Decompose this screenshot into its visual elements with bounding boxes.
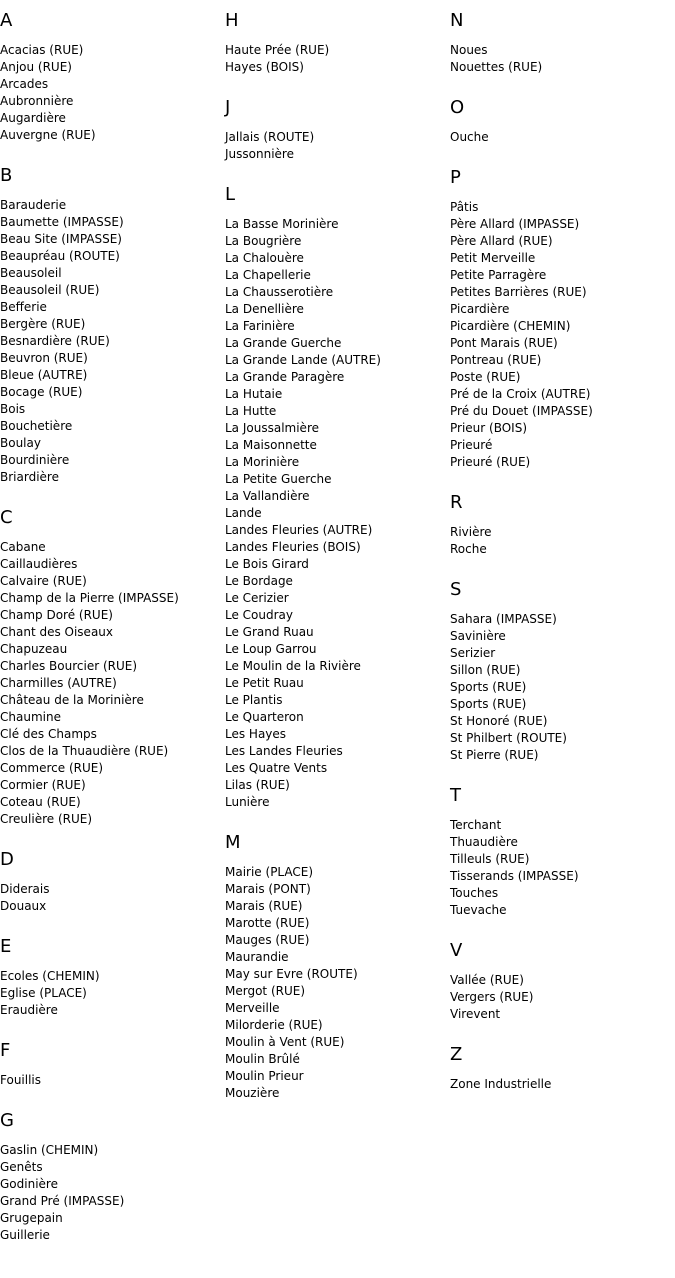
street-name: Champ de la Pierre (IMPASSE) bbox=[0, 591, 179, 605]
street-list bbox=[225, 42, 450, 76]
street-name: Clos de la Thuaudière (RUE) bbox=[0, 744, 169, 758]
street-list bbox=[450, 42, 675, 76]
street-name: Noues bbox=[450, 43, 488, 57]
street-name: Moulin Prieur bbox=[225, 1069, 304, 1083]
street-name: Clé des Champs bbox=[0, 727, 97, 741]
street-name: La Basse Morinière bbox=[225, 217, 339, 231]
street-list bbox=[0, 1142, 225, 1244]
street-name: Nouettes (RUE) bbox=[450, 60, 543, 74]
street-name: Barauderie bbox=[0, 198, 67, 212]
street-name: Landes Fleuries (BOIS) bbox=[225, 540, 361, 554]
street-name: Chapuzeau bbox=[0, 642, 68, 656]
section-letter-heading: T bbox=[450, 785, 461, 806]
street-name: Briardière bbox=[0, 470, 59, 484]
street-name: Beausoleil bbox=[0, 266, 62, 280]
street-name: Pré de la Croix (AUTRE) bbox=[450, 387, 591, 401]
section-letter-heading: A bbox=[0, 10, 13, 31]
street-name: Picardière (CHEMIN) bbox=[450, 319, 571, 333]
street-list bbox=[0, 539, 225, 828]
street-name: Le Coudray bbox=[225, 608, 294, 622]
street-name: Ouche bbox=[450, 130, 489, 144]
street-name: Sports (RUE) bbox=[450, 680, 527, 694]
letter-section bbox=[0, 506, 225, 828]
street-name: Prieuré (RUE) bbox=[450, 455, 531, 469]
letter-section bbox=[450, 491, 675, 558]
street-name: Charles Bourcier (RUE) bbox=[0, 659, 138, 673]
street-name: Fouillis bbox=[0, 1073, 42, 1087]
street-name: Merveille bbox=[225, 1001, 280, 1015]
street-name: Roche bbox=[450, 542, 487, 556]
street-name: La Bougrière bbox=[225, 234, 302, 248]
street-name: Auvergne (RUE) bbox=[0, 128, 96, 142]
street-name: La Hutaie bbox=[225, 387, 283, 401]
section-letter-heading: G bbox=[0, 1110, 14, 1131]
section-letter-heading: V bbox=[450, 940, 463, 961]
street-name: Vergers (RUE) bbox=[450, 990, 534, 1004]
street-name: La Chausserotière bbox=[225, 285, 334, 299]
street-name: Tisserands (IMPASSE) bbox=[450, 869, 579, 883]
street-list bbox=[0, 197, 225, 486]
street-name: Les Landes Fleuries bbox=[225, 744, 343, 758]
street-name: Savinière bbox=[450, 629, 506, 643]
street-name: Haute Prée (RUE) bbox=[225, 43, 330, 57]
letter-section bbox=[450, 166, 675, 471]
street-name: Père Allard (RUE) bbox=[450, 234, 553, 248]
street-name: Arcades bbox=[0, 77, 49, 91]
street-name: Landes Fleuries (AUTRE) bbox=[225, 523, 373, 537]
street-name: St Pierre (RUE) bbox=[450, 748, 539, 762]
street-name: Le Grand Ruau bbox=[225, 625, 314, 639]
street-name: Sahara (IMPASSE) bbox=[450, 612, 557, 626]
street-name: La Denellière bbox=[225, 302, 304, 316]
letter-section bbox=[225, 183, 450, 811]
street-name: Beausoleil (RUE) bbox=[0, 283, 100, 297]
street-name: Mairie (PLACE) bbox=[225, 865, 314, 879]
street-list bbox=[0, 1072, 225, 1089]
street-name: Beaupréau (ROUTE) bbox=[0, 249, 120, 263]
street-name: Le Plantis bbox=[225, 693, 283, 707]
section-letter-heading: N bbox=[450, 10, 464, 31]
section-letter-heading: B bbox=[0, 165, 13, 186]
street-name: Le Bois Girard bbox=[225, 557, 309, 571]
street-name: Le Petit Ruau bbox=[225, 676, 304, 690]
street-name: Besnardière (RUE) bbox=[0, 334, 110, 348]
section-letter-heading: E bbox=[0, 936, 12, 957]
street-name: Lunière bbox=[225, 795, 270, 809]
letter-section bbox=[225, 96, 450, 163]
street-name: La Joussalmière bbox=[225, 421, 319, 435]
letter-section bbox=[0, 164, 225, 486]
street-name: Pontreau (RUE) bbox=[450, 353, 542, 367]
section-letter-heading: Z bbox=[450, 1044, 463, 1065]
street-name: Milorderie (RUE) bbox=[225, 1018, 323, 1032]
street-name: Chant des Oiseaux bbox=[0, 625, 114, 639]
street-name: La Grande Paragère bbox=[225, 370, 345, 384]
street-name: Jallais (ROUTE) bbox=[225, 130, 315, 144]
section-letter-heading: C bbox=[0, 507, 13, 528]
street-name: Les Quatre Vents bbox=[225, 761, 328, 775]
section-letter-heading: J bbox=[225, 97, 231, 118]
street-name: Coteau (RUE) bbox=[0, 795, 81, 809]
street-name: Grugepain bbox=[0, 1211, 63, 1225]
street-name: Père Allard (IMPASSE) bbox=[450, 217, 580, 231]
street-name: Picardière bbox=[450, 302, 510, 316]
street-name: La Morinière bbox=[225, 455, 300, 469]
street-name: May sur Evre (ROUTE) bbox=[225, 967, 358, 981]
section-letter-heading: O bbox=[450, 97, 465, 118]
street-name: Bourdinière bbox=[0, 453, 70, 467]
street-name: Guillerie bbox=[0, 1228, 50, 1242]
street-list bbox=[450, 1076, 675, 1093]
letter-section bbox=[450, 9, 675, 76]
street-name: Jussonnière bbox=[225, 147, 294, 161]
street-name: Calvaire (RUE) bbox=[0, 574, 87, 588]
letter-section bbox=[450, 939, 675, 1023]
street-name: Le Loup Garrou bbox=[225, 642, 317, 656]
street-name: Petite Parragère bbox=[450, 268, 547, 282]
letter-section bbox=[450, 96, 675, 146]
street-list bbox=[0, 968, 225, 1019]
street-name: Tilleuls (RUE) bbox=[450, 852, 530, 866]
index-column bbox=[0, 9, 225, 1264]
street-name: La Petite Guerche bbox=[225, 472, 332, 486]
street-name: Marais (RUE) bbox=[225, 899, 303, 913]
street-name: Commerce (RUE) bbox=[0, 761, 104, 775]
section-letter-heading: S bbox=[450, 579, 462, 600]
street-name: La Chapellerie bbox=[225, 268, 311, 282]
street-name: Moulin Brûlé bbox=[225, 1052, 300, 1066]
street-name: Cormier (RUE) bbox=[0, 778, 86, 792]
street-name: La Vallandière bbox=[225, 489, 310, 503]
street-name: Ecoles (CHEMIN) bbox=[0, 969, 100, 983]
street-name: Lilas (RUE) bbox=[225, 778, 290, 792]
street-list bbox=[450, 972, 675, 1023]
letter-section bbox=[0, 848, 225, 915]
street-name: Vallée (RUE) bbox=[450, 973, 524, 987]
street-name: Moulin à Vent (RUE) bbox=[225, 1035, 345, 1049]
street-name: Thuaudière bbox=[450, 835, 518, 849]
street-list bbox=[0, 42, 225, 144]
street-name: Beuvron (RUE) bbox=[0, 351, 88, 365]
street-name: Hayes (BOIS) bbox=[225, 60, 304, 74]
index-column bbox=[450, 9, 675, 1113]
letter-section bbox=[0, 935, 225, 1019]
street-name: Maurandie bbox=[225, 950, 289, 964]
street-name: Baumette (IMPASSE) bbox=[0, 215, 124, 229]
street-name: Marais (PONT) bbox=[225, 882, 311, 896]
street-list bbox=[450, 129, 675, 146]
letter-section bbox=[450, 784, 675, 919]
street-name: Pré du Douet (IMPASSE) bbox=[450, 404, 593, 418]
street-name: Anjou (RUE) bbox=[0, 60, 72, 74]
street-list bbox=[450, 817, 675, 919]
section-letter-heading: L bbox=[225, 184, 236, 205]
letter-section bbox=[225, 9, 450, 76]
index-column bbox=[225, 9, 450, 1122]
street-name: Boulay bbox=[0, 436, 41, 450]
letter-section bbox=[0, 1109, 225, 1244]
street-name: Le Moulin de la Rivière bbox=[225, 659, 361, 673]
street-name: St Honoré (RUE) bbox=[450, 714, 548, 728]
street-name: Douaux bbox=[0, 899, 47, 913]
street-name: Beau Site (IMPASSE) bbox=[0, 232, 122, 246]
street-list bbox=[225, 216, 450, 811]
street-list bbox=[450, 611, 675, 764]
street-name: Chaumine bbox=[0, 710, 61, 724]
street-name: Mergot (RUE) bbox=[225, 984, 306, 998]
street-name: Château de la Morinière bbox=[0, 693, 144, 707]
street-name: St Philbert (ROUTE) bbox=[450, 731, 567, 745]
street-name: Bouchetière bbox=[0, 419, 73, 433]
street-name: Godinière bbox=[0, 1177, 58, 1191]
street-list bbox=[450, 199, 675, 471]
street-name: Petites Barrières (RUE) bbox=[450, 285, 587, 299]
street-list bbox=[225, 864, 450, 1102]
street-name: Augardière bbox=[0, 111, 66, 125]
street-name: Champ Doré (RUE) bbox=[0, 608, 113, 622]
street-name: Prieuré bbox=[450, 438, 493, 452]
street-name: La Grande Lande (AUTRE) bbox=[225, 353, 381, 367]
letter-section bbox=[450, 578, 675, 764]
street-name: Acacias (RUE) bbox=[0, 43, 84, 57]
street-name: Le Cerizier bbox=[225, 591, 289, 605]
street-name: La Hutte bbox=[225, 404, 277, 418]
street-name: Cabane bbox=[0, 540, 46, 554]
street-name: Terchant bbox=[450, 818, 502, 832]
street-name: Bleue (AUTRE) bbox=[0, 368, 88, 382]
street-name: Eraudière bbox=[0, 1003, 58, 1017]
street-name: Poste (RUE) bbox=[450, 370, 521, 384]
street-name: Bergère (RUE) bbox=[0, 317, 86, 331]
street-name: Genêts bbox=[0, 1160, 43, 1174]
street-name: Zone Industrielle bbox=[450, 1077, 552, 1091]
street-name: Tuevache bbox=[450, 903, 507, 917]
street-name: Grand Pré (IMPASSE) bbox=[0, 1194, 125, 1208]
street-name: Befferie bbox=[0, 300, 47, 314]
section-letter-heading: H bbox=[225, 10, 239, 31]
street-name: Pâtis bbox=[450, 200, 479, 214]
street-name: La Chalouère bbox=[225, 251, 304, 265]
street-name: Serizier bbox=[450, 646, 496, 660]
street-name: Petit Merveille bbox=[450, 251, 536, 265]
street-list bbox=[0, 881, 225, 915]
street-name: Le Quarteron bbox=[225, 710, 304, 724]
street-name: Prieur (BOIS) bbox=[450, 421, 528, 435]
street-name: Mouzière bbox=[225, 1086, 280, 1100]
street-name: Rivière bbox=[450, 525, 492, 539]
letter-section bbox=[0, 9, 225, 144]
street-name: Lande bbox=[225, 506, 262, 520]
street-name: Bois bbox=[0, 402, 26, 416]
street-name: Marotte (RUE) bbox=[225, 916, 310, 930]
section-letter-heading: M bbox=[225, 832, 241, 853]
street-name: Aubronnière bbox=[0, 94, 74, 108]
street-name: La Maisonnette bbox=[225, 438, 317, 452]
street-name: Virevent bbox=[450, 1007, 501, 1021]
street-name: Touches bbox=[450, 886, 499, 900]
street-name: Charmilles (AUTRE) bbox=[0, 676, 117, 690]
street-name: La Farinière bbox=[225, 319, 295, 333]
street-name: La Grande Guerche bbox=[225, 336, 342, 350]
street-name: Mauges (RUE) bbox=[225, 933, 310, 947]
street-name: Eglise (PLACE) bbox=[0, 986, 87, 1000]
section-letter-heading: P bbox=[450, 167, 461, 188]
section-letter-heading: R bbox=[450, 492, 463, 513]
street-list bbox=[225, 129, 450, 163]
letter-section bbox=[450, 1043, 675, 1093]
letter-section bbox=[225, 831, 450, 1102]
street-name: Le Bordage bbox=[225, 574, 293, 588]
street-name: Bocage (RUE) bbox=[0, 385, 83, 399]
street-name: Gaslin (CHEMIN) bbox=[0, 1143, 99, 1157]
street-name: Les Hayes bbox=[225, 727, 287, 741]
letter-section bbox=[0, 1039, 225, 1089]
section-letter-heading: F bbox=[0, 1040, 11, 1061]
street-name: Caillaudières bbox=[0, 557, 78, 571]
section-letter-heading: D bbox=[0, 849, 14, 870]
street-list bbox=[450, 524, 675, 558]
street-name: Diderais bbox=[0, 882, 50, 896]
street-name: Creulière (RUE) bbox=[0, 812, 93, 826]
street-name: Pont Marais (RUE) bbox=[450, 336, 558, 350]
street-name: Sports (RUE) bbox=[450, 697, 527, 711]
street-name: Sillon (RUE) bbox=[450, 663, 521, 677]
